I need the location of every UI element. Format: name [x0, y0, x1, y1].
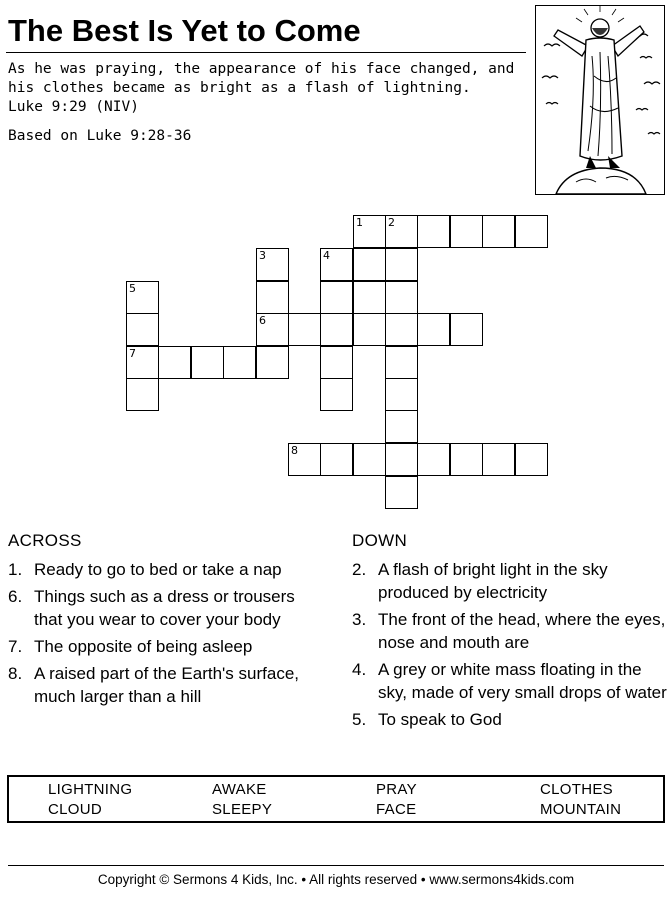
clue-index: 7. [8, 637, 23, 656]
clue-number: 4 [323, 249, 330, 262]
clue-text: A raised part of the Earth's surface, much larger than a hill [34, 664, 299, 706]
crossword-cell[interactable] [126, 378, 159, 411]
clue-text: To speak to God [378, 710, 502, 729]
crossword-cell[interactable] [482, 215, 515, 248]
clue-text: A grey or white mass floating in the sky, made of very small drops of water [378, 660, 667, 702]
bible-verse: As he was praying, the appearance of his face changed, and his clothes became as bright as a flash of lightning. [8, 61, 515, 96]
across-clue-list [8, 558, 326, 712]
clue-text: The opposite of being asleep [34, 637, 253, 656]
word-bank-word: PRAY [376, 781, 417, 798]
page-title: The Best Is Yet to Come [8, 13, 361, 48]
crossword-cell[interactable] [191, 346, 224, 379]
word-bank-word: CLOTHES [540, 781, 613, 798]
word-bank-word: AWAKE [212, 781, 267, 798]
crossword-cell[interactable] [256, 248, 289, 281]
clue-index: 4. [352, 660, 367, 679]
word-bank-word: LIGHTNING [48, 781, 133, 798]
clue-item [8, 585, 326, 631]
crossword-cell[interactable] [417, 215, 450, 248]
clue-number: 1 [356, 216, 363, 229]
crossword-cell[interactable] [353, 443, 386, 476]
crossword-cell[interactable] [450, 313, 483, 346]
crossword-cell[interactable] [417, 443, 450, 476]
crossword-cell[interactable] [320, 378, 353, 411]
clue-number: 7 [129, 347, 136, 360]
crossword-cell[interactable] [126, 346, 159, 379]
down-heading: DOWN [352, 531, 408, 550]
clue-item [8, 558, 326, 581]
crossword-cell[interactable] [385, 248, 418, 281]
crossword-cell[interactable] [223, 346, 256, 379]
crossword-cell[interactable] [288, 313, 321, 346]
clue-text: Ready to go to bed or take a nap [34, 560, 282, 579]
jesus-transfiguration-illustration [535, 5, 665, 195]
crossword-cell[interactable] [417, 313, 450, 346]
down-clue-list [352, 558, 668, 735]
crossword-cell[interactable] [158, 346, 191, 379]
word-bank-word: CLOUD [48, 801, 103, 818]
clue-number: 5 [129, 282, 136, 295]
crossword-cell[interactable] [450, 443, 483, 476]
crossword-cell[interactable] [385, 313, 418, 346]
clue-text: The front of the head, where the eyes, nose and mouth are [378, 610, 666, 652]
crossword-cell[interactable] [126, 281, 159, 314]
crossword-cell[interactable] [320, 281, 353, 314]
clue-index: 1. [8, 560, 23, 579]
clue-item [8, 662, 326, 708]
word-bank-word: FACE [376, 801, 417, 818]
clue-index: 3. [352, 610, 367, 629]
clue-item [352, 658, 668, 704]
clue-item [352, 608, 668, 654]
crossword-cell[interactable] [320, 443, 353, 476]
clue-number: 2 [388, 216, 395, 229]
crossword-cell[interactable] [256, 313, 289, 346]
illustration-drawing [536, 6, 664, 194]
clue-number: 8 [291, 444, 298, 457]
clue-index: 2. [352, 560, 367, 579]
crossword-cell[interactable] [256, 346, 289, 379]
word-bank-word: SLEEPY [212, 801, 273, 818]
clue-number: 3 [259, 249, 266, 262]
crossword-cell[interactable] [385, 215, 418, 248]
crossword-cell[interactable] [256, 281, 289, 314]
copyright-footer: Copyright © Sermons 4 Kids, Inc. • All rights reserved • www.sermons4kids.com [97, 872, 575, 887]
clue-index: 5. [352, 710, 367, 729]
clue-item [352, 708, 668, 731]
crossword-cell[interactable] [353, 248, 386, 281]
clue-index: 8. [8, 664, 23, 683]
crossword-cell[interactable] [353, 313, 386, 346]
clue-text: A flash of bright light in the sky produced by electricity [378, 560, 608, 602]
crossword-cell[interactable] [288, 443, 321, 476]
crossword-cell[interactable] [126, 313, 159, 346]
clue-number: 6 [259, 314, 266, 327]
based-on-passage: Based on Luke 9:28-36 [8, 128, 192, 144]
crossword-cell[interactable] [450, 215, 483, 248]
crossword-cell[interactable] [385, 476, 418, 509]
word-bank-word: MOUNTAIN [540, 801, 622, 818]
clue-text: Things such as a dress or trousers that you wear to cover your body [34, 587, 295, 629]
word-bank [7, 775, 665, 823]
crossword-cell[interactable] [385, 281, 418, 314]
verse-reference: Luke 9:29 (NIV) [8, 99, 139, 115]
footer-divider [8, 865, 664, 866]
crossword-cell[interactable] [353, 215, 386, 248]
across-heading: ACROSS [8, 531, 82, 550]
crossword-cell[interactable] [320, 248, 353, 281]
clue-index: 6. [8, 587, 23, 606]
crossword-cell[interactable] [515, 443, 548, 476]
crossword-cell[interactable] [515, 215, 548, 248]
crossword-cell[interactable] [385, 378, 418, 411]
clue-item [352, 558, 668, 604]
clue-item [8, 635, 326, 658]
crossword-cell[interactable] [385, 346, 418, 379]
crossword-cell[interactable] [320, 346, 353, 379]
crossword-cell[interactable] [385, 443, 418, 476]
crossword-cell[interactable] [385, 410, 418, 443]
crossword-cell[interactable] [320, 313, 353, 346]
crossword-cell[interactable] [353, 281, 386, 314]
title-divider [6, 52, 526, 53]
crossword-cell[interactable] [482, 443, 515, 476]
